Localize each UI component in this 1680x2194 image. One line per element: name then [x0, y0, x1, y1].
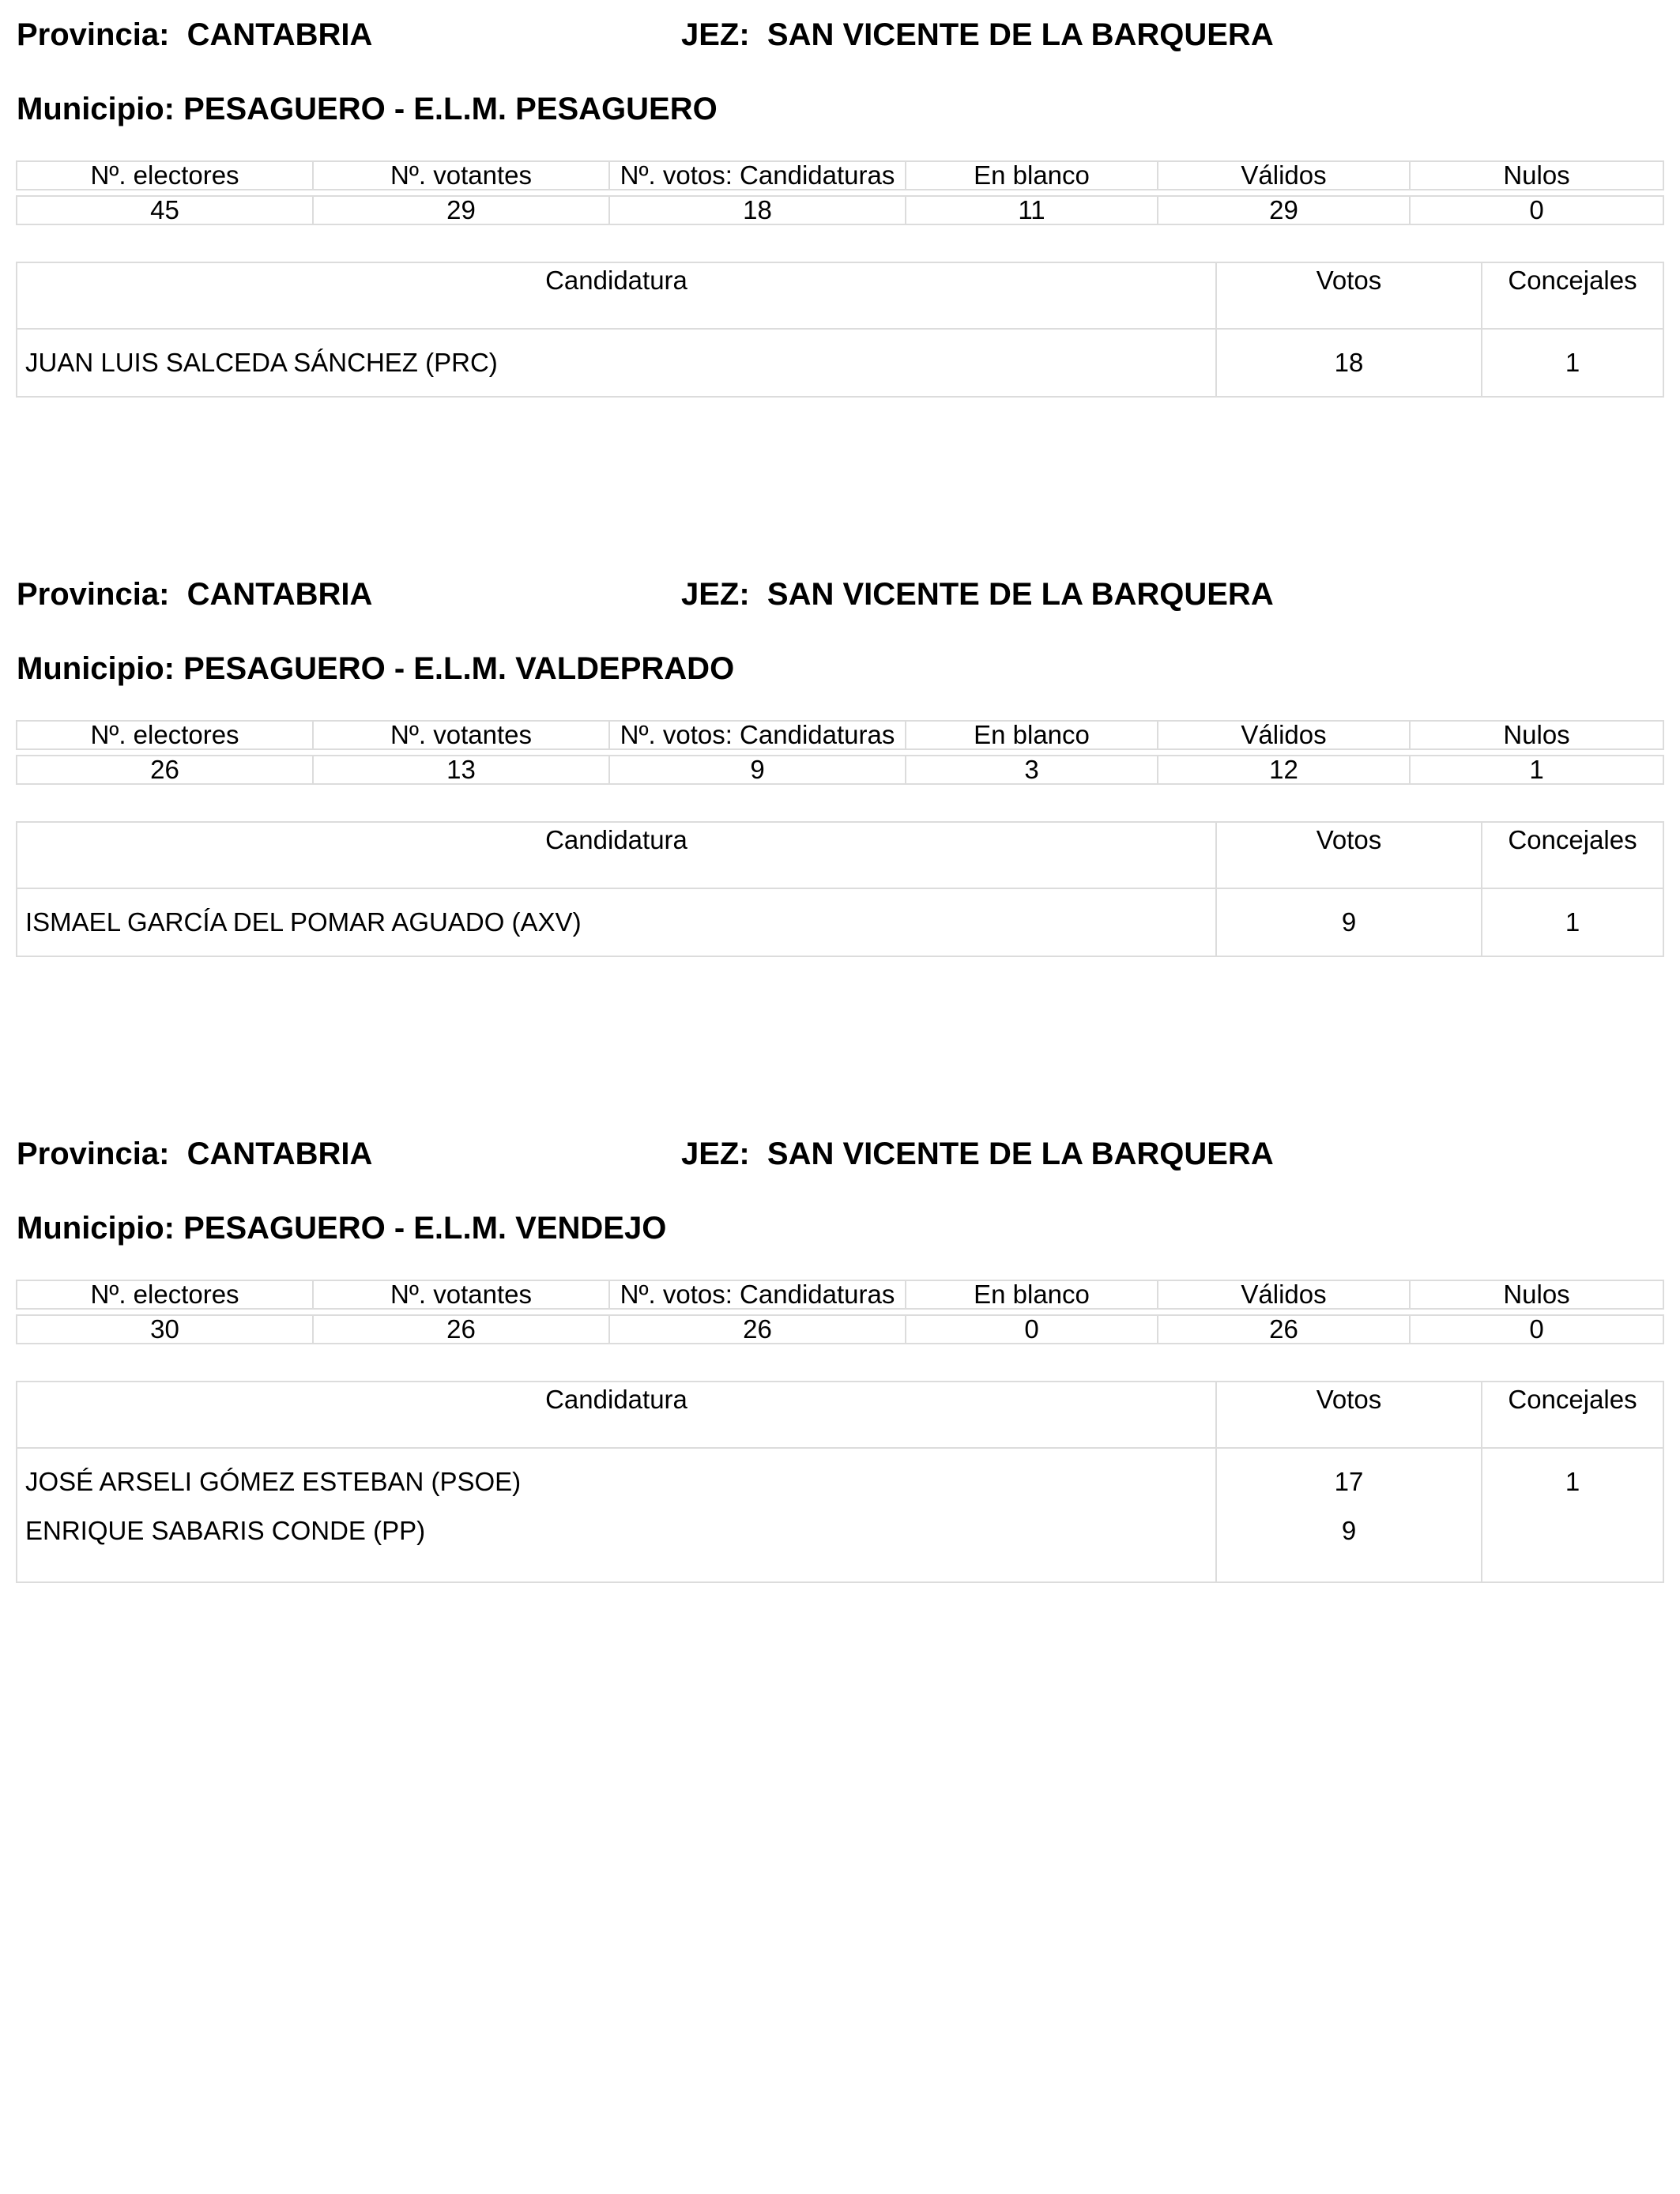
- jez-heading: [681, 575, 1274, 613]
- stats-value-cell: 26: [17, 756, 313, 784]
- stats-header-cell: En blanco: [906, 161, 1158, 190]
- stats-header-cell: En blanco: [906, 721, 1158, 749]
- stats-value-row: [17, 1315, 1663, 1344]
- stats-header-cell: En blanco: [906, 1280, 1158, 1309]
- candidates-header-row: [17, 1382, 1663, 1448]
- provincia-label: Provincia:: [17, 1137, 170, 1171]
- municipio-value: PESAGUERO - E.L.M. VALDEPRADO: [183, 651, 735, 686]
- candidate-votos: 18: [1216, 329, 1482, 397]
- stats-value-cell: 30: [17, 1315, 313, 1344]
- municipio-label: Municipio:: [17, 651, 175, 686]
- municipio-heading: [17, 90, 718, 128]
- jez-label: JEZ:: [681, 1137, 750, 1171]
- stats-value-cell: 13: [313, 756, 609, 784]
- candidate-concejales: 1: [1482, 888, 1663, 956]
- jez-heading: [681, 1135, 1274, 1173]
- stats-header-cell: Nº. electores: [17, 721, 313, 749]
- stats-header-cell: Nulos: [1410, 161, 1663, 190]
- municipio-value: PESAGUERO - E.L.M. PESAGUERO: [183, 92, 718, 126]
- stats-header-cell: Nº. votos: Candidaturas: [609, 1280, 906, 1309]
- candidates-header-row: [17, 262, 1663, 329]
- stats-header-row: [17, 161, 1663, 190]
- candidate-row: [17, 1515, 1663, 1582]
- stats-header-cell: Nº. votantes: [313, 161, 609, 190]
- stats-header-cell: Nulos: [1410, 1280, 1663, 1309]
- municipio-heading: [17, 1209, 666, 1247]
- stats-value-cell: 29: [1158, 196, 1410, 224]
- stats-header-cell: Válidos: [1158, 721, 1410, 749]
- candidate-votos: 9: [1216, 888, 1482, 956]
- jez-label: JEZ:: [681, 577, 750, 612]
- stats-header-row: [17, 721, 1663, 749]
- candidate-concejales: 1: [1482, 329, 1663, 397]
- stats-spacer: [17, 749, 1663, 756]
- candidate-name: ENRIQUE SABARIS CONDE (PP): [17, 1515, 1216, 1582]
- stats-value-cell: 0: [1410, 196, 1663, 224]
- stats-value-cell: 26: [313, 1315, 609, 1344]
- provincia-label: Provincia:: [17, 577, 170, 612]
- stats-spacer-row: [17, 749, 1663, 756]
- stats-table: [16, 720, 1664, 785]
- stats-header-cell: Nº. electores: [17, 161, 313, 190]
- provincia-value: CANTABRIA: [186, 1137, 373, 1171]
- concejales-header: Concejales: [1482, 1382, 1663, 1448]
- jez-label: JEZ:: [681, 17, 750, 52]
- provincia-heading: [17, 16, 372, 54]
- stats-table: [16, 1280, 1664, 1344]
- provincia-heading: [17, 1135, 372, 1173]
- candidate-name: JUAN LUIS SALCEDA SÁNCHEZ (PRC): [17, 329, 1216, 397]
- candidatura-header: Candidatura: [17, 262, 1216, 329]
- stats-header-cell: Nº. votos: Candidaturas: [609, 721, 906, 749]
- votos-header: Votos: [1216, 262, 1482, 329]
- stats-value-row: [17, 756, 1663, 784]
- votos-header: Votos: [1216, 822, 1482, 888]
- candidate-name: ISMAEL GARCÍA DEL POMAR AGUADO (AXV): [17, 888, 1216, 956]
- concejales-header: Concejales: [1482, 822, 1663, 888]
- municipio-label: Municipio:: [17, 1211, 175, 1246]
- stats-header-cell: Válidos: [1158, 161, 1410, 190]
- stats-header-cell: Nº. votantes: [313, 721, 609, 749]
- candidates-table: [16, 821, 1664, 957]
- candidates-table: [16, 1381, 1664, 1583]
- candidate-concejales: 1: [1482, 1448, 1663, 1515]
- stats-header-cell: Nº. votantes: [313, 1280, 609, 1309]
- provincia-value: CANTABRIA: [186, 577, 373, 612]
- provincia-value: CANTABRIA: [186, 17, 373, 52]
- stats-value-cell: 29: [313, 196, 609, 224]
- stats-value-cell: 9: [609, 756, 906, 784]
- provincia-label: Provincia:: [17, 17, 170, 52]
- stats-value-cell: 26: [609, 1315, 906, 1344]
- stats-value-cell: 3: [906, 756, 1158, 784]
- candidatura-header: Candidatura: [17, 822, 1216, 888]
- results-section-pesaguero: [16, 0, 1663, 411]
- stats-value-cell: 0: [906, 1315, 1158, 1344]
- stats-spacer: [17, 190, 1663, 196]
- stats-header-cell: Nº. votos: Candidaturas: [609, 161, 906, 190]
- jez-value: SAN VICENTE DE LA BARQUERA: [767, 17, 1274, 52]
- municipio-value: PESAGUERO - E.L.M. VENDEJO: [183, 1211, 667, 1246]
- concejales-header: Concejales: [1482, 262, 1663, 329]
- stats-spacer: [17, 1309, 1663, 1315]
- stats-value-cell: 11: [906, 196, 1158, 224]
- candidate-concejales: [1482, 1515, 1663, 1582]
- stats-header-cell: Nº. electores: [17, 1280, 313, 1309]
- candidate-row: [17, 1448, 1663, 1515]
- stats-value-cell: 0: [1410, 1315, 1663, 1344]
- stats-table: [16, 160, 1664, 225]
- votos-header: Votos: [1216, 1382, 1482, 1448]
- candidate-row: [17, 329, 1663, 397]
- results-section-valdeprado: [16, 560, 1663, 971]
- stats-spacer-row: [17, 1309, 1663, 1315]
- candidates-header-row: [17, 822, 1663, 888]
- candidatura-header: Candidatura: [17, 1382, 1216, 1448]
- candidates-table: [16, 262, 1664, 398]
- stats-value-cell: 1: [1410, 756, 1663, 784]
- stats-value-cell: 12: [1158, 756, 1410, 784]
- jez-value: SAN VICENTE DE LA BARQUERA: [767, 1137, 1274, 1171]
- jez-value: SAN VICENTE DE LA BARQUERA: [767, 577, 1274, 612]
- jez-heading: [681, 16, 1274, 54]
- results-section-vendejo: [16, 1119, 1663, 1545]
- stats-header-cell: Nulos: [1410, 721, 1663, 749]
- stats-value-cell: 45: [17, 196, 313, 224]
- candidate-votos: 17: [1216, 1448, 1482, 1515]
- municipio-heading: [17, 650, 734, 688]
- stats-header-cell: Válidos: [1158, 1280, 1410, 1309]
- provincia-heading: [17, 575, 372, 613]
- stats-value-cell: 18: [609, 196, 906, 224]
- stats-header-row: [17, 1280, 1663, 1309]
- stats-spacer-row: [17, 190, 1663, 196]
- candidate-votos: 9: [1216, 1515, 1482, 1582]
- candidate-name: JOSÉ ARSELI GÓMEZ ESTEBAN (PSOE): [17, 1448, 1216, 1515]
- municipio-label: Municipio:: [17, 92, 175, 126]
- stats-value-cell: 26: [1158, 1315, 1410, 1344]
- stats-value-row: [17, 196, 1663, 224]
- candidate-row: [17, 888, 1663, 956]
